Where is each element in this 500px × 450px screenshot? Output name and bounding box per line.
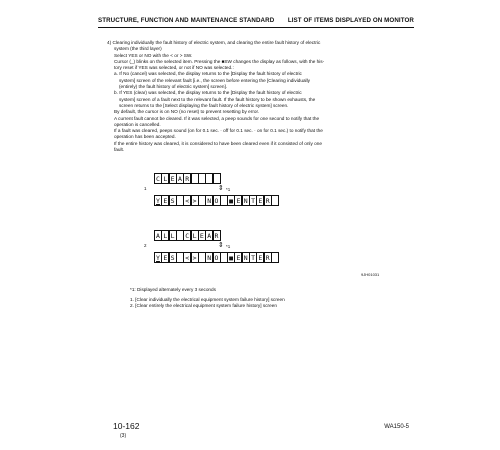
- lcd-cell: E: [234, 252, 242, 263]
- lcd-cell: ■: [227, 252, 235, 263]
- lcd-panel-clear-options: [154, 195, 278, 206]
- body-line: system] screen of the relevant fault [i.e., the screen before entering the [Clearing individually: [119, 77, 310, 83]
- lcd-cell: N: [205, 252, 213, 263]
- body-line: If the entire history was cleared, it is considered to have been cleared even if it consisted of only one: [114, 140, 322, 146]
- lcd-cell: ■: [227, 195, 235, 206]
- body-line: (entirely) the fault history of electric system] screen].: [119, 84, 228, 90]
- lcd-cell: [271, 252, 279, 263]
- body-line: If a fault was cleared, peeps sound (on for 0.1 sec. · off for 0.1 sec. · on for 0.1 sec.) to notify that the: [114, 128, 323, 134]
- lcd-cell: A: [176, 173, 184, 184]
- body-line: fault.: [114, 147, 125, 153]
- lcd-cell: S: [169, 252, 177, 263]
- lcd-bottom-row: [154, 252, 278, 263]
- lcd-bottom-row: [154, 195, 278, 206]
- body-line: screen returns to the [Select displaying the fault history of electric system] screen.: [119, 102, 289, 108]
- lcd-panel-all-clear-options: [154, 252, 278, 263]
- screen-list: [130, 297, 285, 310]
- body-line: tory reset if YES was selected, or not if NO was selected.:: [114, 65, 234, 71]
- panel-number: 2: [144, 243, 147, 248]
- lcd-cell: N: [242, 252, 250, 263]
- lcd-cell: R: [183, 173, 191, 184]
- lcd-cell: C: [154, 173, 162, 184]
- lcd-cell: O: [213, 252, 221, 263]
- lcd-top-row: [154, 230, 220, 241]
- footnote: *1: Displayed alternately every 3 seconds: [130, 287, 216, 292]
- lcd-panel-all-clear: [154, 230, 220, 241]
- lcd-cell: Y: [154, 252, 162, 263]
- lcd-cell: E: [169, 173, 177, 184]
- page-number: 10-162: [113, 421, 140, 431]
- lcd-cell: Y: [154, 195, 162, 206]
- lcd-cell: E: [161, 252, 169, 263]
- lcd-cell: L: [161, 173, 169, 184]
- lcd-cell: C: [183, 230, 191, 241]
- note-marker: *1: [226, 187, 231, 192]
- lcd-panel-clear: [154, 173, 220, 184]
- lcd-cell: R: [264, 195, 272, 206]
- step-heading: 4) Clearing individually the fault history of electric system, and clearing the entire fault history of electric: [107, 40, 321, 45]
- list-item: 2. [Clear entirely the electrical equipment system failure history] screen: [130, 303, 277, 309]
- figure-code: 9JH01031: [361, 272, 380, 277]
- lcd-cell: N: [205, 195, 213, 206]
- lcd-cell: E: [161, 195, 169, 206]
- header-topic-title: LIST OF ITEMS DISPLAYED ON MONITOR: [287, 17, 414, 24]
- body-line: system (the third layer): [114, 46, 162, 52]
- body-line: By default, the cursor is on NO (no reset) to prevent resetting by error.: [114, 109, 260, 115]
- lcd-cell: S: [169, 195, 177, 206]
- lcd-cell: <: [183, 195, 191, 206]
- body-line: a. If No (cancel) was selected, the display returns to the [Display the fault history of electric: [114, 71, 302, 77]
- lcd-cell: E: [234, 195, 242, 206]
- lcd-cell: >: [191, 195, 199, 206]
- model-name: WA150-5: [384, 424, 409, 430]
- header-divider: [98, 27, 414, 28]
- lcd-cell: [271, 195, 279, 206]
- lcd-cell: E: [256, 195, 264, 206]
- lcd-cell: L: [161, 230, 169, 241]
- lcd-cell: <: [183, 252, 191, 263]
- lcd-cell: R: [264, 252, 272, 263]
- lcd-top-row: [154, 173, 220, 184]
- alternate-arrow-icon: ⇕: [218, 185, 224, 192]
- lcd-cell: N: [242, 195, 250, 206]
- lcd-cell: L: [191, 230, 199, 241]
- lcd-cell: >: [191, 252, 199, 263]
- body-line: Select YES or NO with the < or > SW.: [114, 52, 193, 58]
- lcd-cell: A: [205, 230, 213, 241]
- procedure-text: [107, 40, 407, 153]
- lcd-cell: O: [213, 195, 221, 206]
- lcd-cell: T: [249, 252, 257, 263]
- body-line: b. If YES (clear) was selected, the display returns to the [Display the fault history of electric: [114, 90, 302, 96]
- body-line: Cursor (_) blinks on the selected item. Pressing the ■SW changes the display as follows, with the his-: [114, 58, 325, 64]
- lcd-cell: L: [169, 230, 177, 241]
- lcd-cell: T: [249, 195, 257, 206]
- lcd-cell: [213, 173, 221, 184]
- panel-number: 1: [144, 186, 147, 191]
- body-line: operation has been accepted.: [114, 134, 176, 140]
- body-line: operation is cancelled.: [114, 121, 161, 127]
- note-marker: *1: [226, 244, 231, 249]
- page-revision: (3): [120, 433, 127, 439]
- lcd-cell: R: [213, 230, 221, 241]
- body-line: system] screen of a fault next to the relevant fault. If the fault history to be shown exhausts, the: [119, 96, 316, 102]
- alternate-arrow-icon: ⇕: [218, 242, 224, 249]
- header-section-title: STRUCTURE, FUNCTION AND MAINTENANCE STANDARD: [98, 17, 275, 24]
- body-line: A current fault cannot be cleared. If it was selected, a peep sounds for one second to notify that the: [114, 115, 320, 121]
- lcd-cell: E: [256, 252, 264, 263]
- lcd-cell: E: [198, 230, 206, 241]
- lcd-cell: A: [154, 230, 162, 241]
- list-item: 1. [Clear individually the electrical equipment system failure history] screen: [130, 297, 285, 302]
